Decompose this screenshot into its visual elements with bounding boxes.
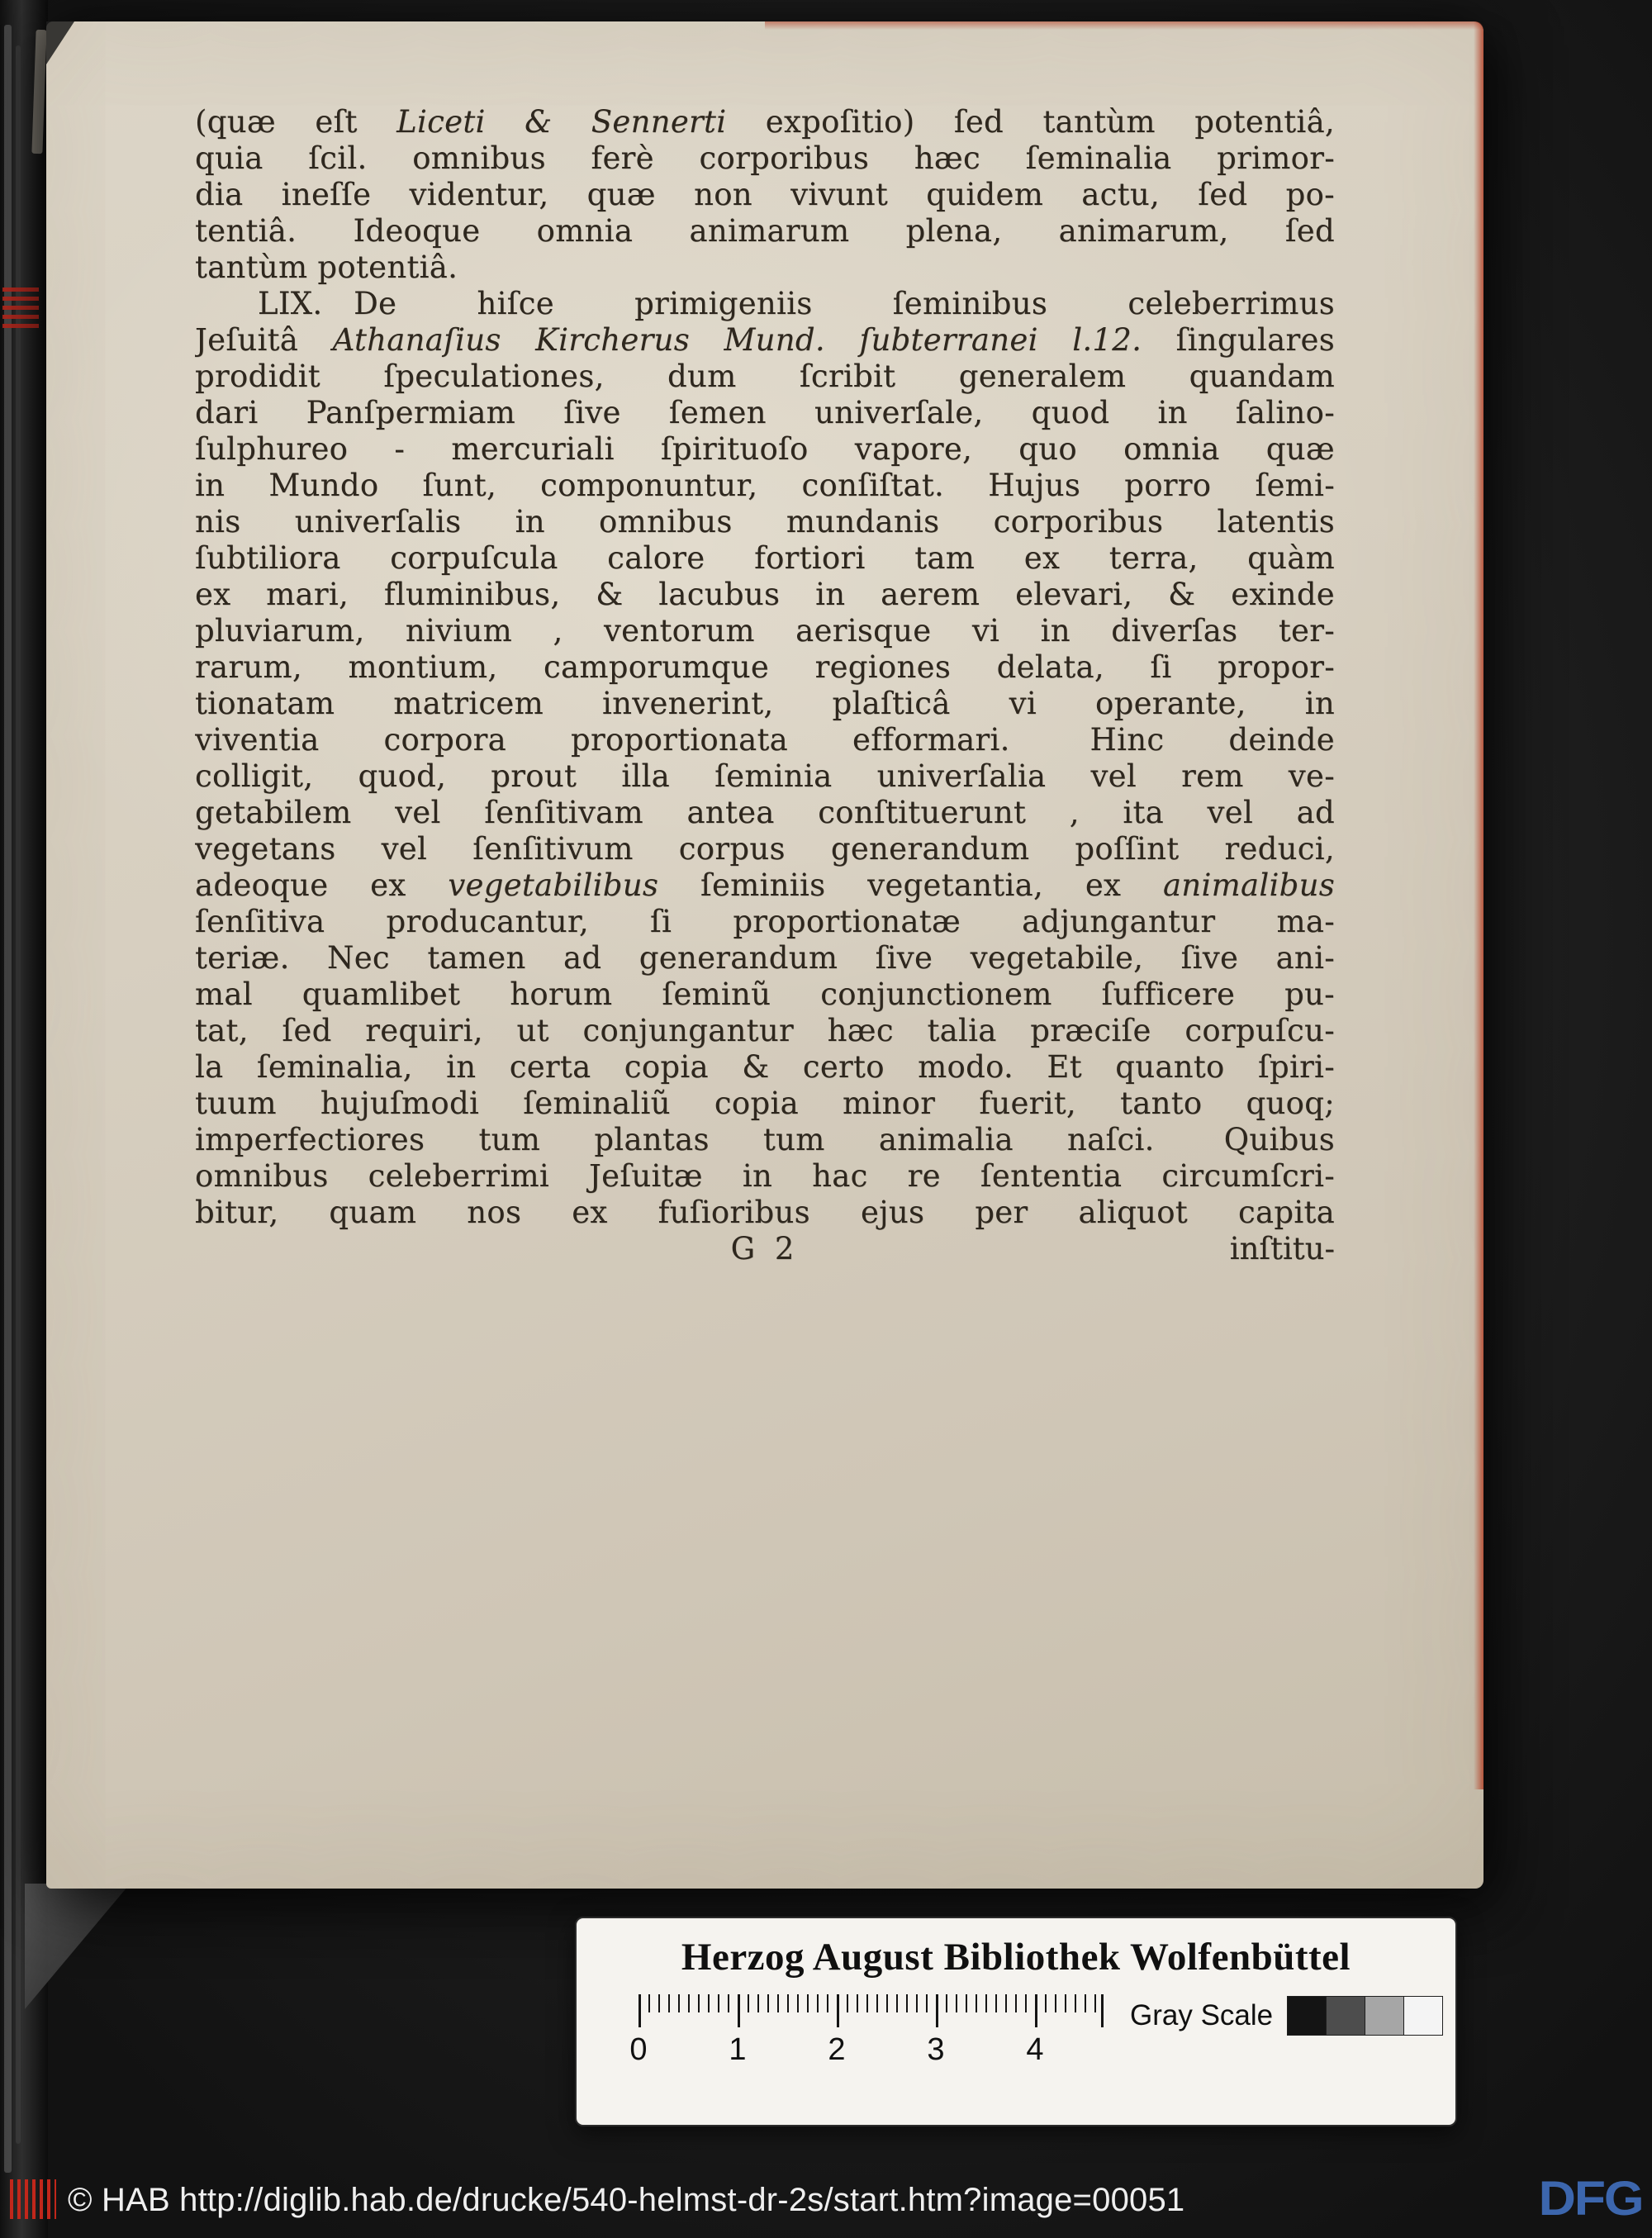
text-line [195, 831, 1335, 867]
dfg-logo: DFG [1538, 2172, 1642, 2226]
text-line [195, 1158, 1335, 1195]
signature-line [195, 1231, 1335, 1267]
text-line [195, 1013, 1335, 1049]
text-segment: tat, ſed requiri, ut conjungantur hæc talia præciſe corpuſcu- [195, 1013, 1335, 1048]
text-segment: omnibus celeberrimi Jeſuitæ in hac re ſententia circumſcri- [195, 1158, 1335, 1194]
scanned-page [46, 21, 1483, 1889]
italic-text: Liceti & Sennerti [396, 104, 727, 140]
text-segment: nis univerſalis in omnibus mundanis corporibus latentis [195, 504, 1335, 539]
text-segment: ſeminiis vegetantia, ex [658, 867, 1163, 903]
text-segment: tantùm potentiâ. [195, 249, 458, 285]
gray-patch [1326, 1996, 1365, 2036]
signature-mark: G 2 [730, 1231, 800, 1266]
text-segment: ſubtiliora corpuſcula calore fortiori tam ex terra, quàm [195, 540, 1335, 576]
text-line [195, 1086, 1335, 1122]
text-line [195, 1122, 1335, 1158]
book-page-edges [4, 25, 12, 2173]
text-line [195, 867, 1335, 904]
text-segment: la ſeminalia, in certa copia & certo modo. Et quanto ſpiri- [195, 1049, 1335, 1085]
text-block [195, 104, 1335, 1231]
text-segment: colligit, quod, prout illa ſeminia univerſalia vel rem ve- [195, 758, 1335, 794]
text-line [195, 649, 1335, 686]
text-segment: teriæ. Nec tamen ad generandum ſive vegetabile, ſive ani- [195, 940, 1335, 976]
text-segment: imperfectiores tum plantas tum animalia naſci. Quibus [195, 1122, 1335, 1157]
library-name: Herzog August Bibliothek Wolfenbüttel [681, 1936, 1351, 1979]
ruler-number: 1 [729, 2032, 747, 2067]
text-line [195, 940, 1335, 976]
ruler-number: 2 [828, 2032, 846, 2067]
red-top-edge [765, 21, 1483, 30]
text-segment: viventia corpora proportionata efformari. Hinc deinde [195, 722, 1335, 758]
gray-patch [1403, 1996, 1443, 2036]
gray-patch [1365, 1996, 1404, 2036]
text-line [195, 1049, 1335, 1086]
text-segment: rarum, montium, camporumque regiones delata, ſi propor- [195, 649, 1335, 685]
text-segment: ſenſitiva producantur, ſi proportionatæ adjungantur ma- [195, 904, 1335, 939]
text-line [195, 504, 1335, 540]
text-line [195, 140, 1335, 177]
red-fore-edge [1474, 21, 1483, 1789]
text-line [195, 249, 1335, 286]
italic-text: vegetabilibus [448, 867, 659, 903]
library-scale-card [575, 1917, 1457, 2126]
text-line [195, 758, 1335, 795]
ruler-major-ticks [638, 1994, 1040, 2027]
text-segment: in Mundo ſunt, componuntur, conſiſtat. Hujus porro ſemi- [195, 468, 1335, 503]
text-line [195, 322, 1335, 359]
scale-row [577, 1994, 1455, 2070]
text-segment: bitur, quam nos ex fuſioribus ejus per aliquot capita [195, 1195, 1335, 1230]
copyright-url: © HAB http://diglib.hab.de/drucke/540-helmst-dr-2s/start.htm?image=00051 [68, 2182, 1185, 2218]
red-registration-mark-icon [2, 287, 39, 332]
red-barcode-icon [10, 2179, 56, 2219]
text-segment: ſulphureo - mercuriali ſpirituoſo vapore, quo omnia quæ [195, 431, 1335, 467]
text-line [195, 359, 1335, 395]
text-segment: mal quamlibet horum ſeminũ conjunctionem ſufficere pu- [195, 976, 1335, 1012]
book-page-edges [16, 45, 21, 2144]
text-segment: tuum hujuſmodi ſeminaliũ copia minor fuerit, tanto quoq; [195, 1086, 1335, 1121]
text-line [195, 795, 1335, 831]
gray-scale [1130, 1996, 1443, 2036]
text-line [195, 613, 1335, 649]
text-line [195, 468, 1335, 504]
catchword: inſtitu- [1229, 1231, 1335, 1266]
text-line [195, 904, 1335, 940]
text-segment: prodidit ſpeculationes, dum ſcribit generalem quandam [195, 359, 1335, 394]
ruler-number: 0 [629, 2032, 648, 2067]
ruler-number: 3 [927, 2032, 945, 2067]
gray-scale-label: Gray Scale [1130, 1999, 1274, 2031]
italic-text: animalibus [1162, 867, 1335, 903]
text-segment: (quæ eſt [195, 104, 397, 140]
ruler-number: 4 [1026, 2032, 1044, 2067]
text-line [195, 395, 1335, 431]
cm-ruler [629, 1994, 1105, 2070]
text-segment: adeoque ex [195, 867, 449, 903]
text-segment: ſingulares [1142, 322, 1335, 358]
text-line [195, 177, 1335, 213]
text-line [195, 540, 1335, 577]
text-segment: getabilem vel ſenſitivam antea conſtituerunt , ita vel ad [195, 795, 1335, 830]
text-segment: pluviarum, nivium , ventorum aerisque vi in diverſas ter- [195, 613, 1335, 649]
italic-text: Athanaſius Kircherus Mund. ſubterranei l.12. [332, 322, 1142, 358]
text-line [195, 722, 1335, 758]
text-segment: quia ſcil. omnibus ferè corporibus hæc ſeminalia primor- [195, 140, 1335, 176]
text-line [195, 286, 1335, 322]
text-line [195, 431, 1335, 468]
ruler-numbers [629, 2032, 1105, 2069]
text-segment: ex mari, fluminibus, & lacubus in aerem elevari, & exinde [195, 577, 1335, 612]
text-line [195, 1195, 1335, 1231]
text-segment: tionatam matricem invenerint, plaſticâ vi operante, in [195, 686, 1335, 721]
text-line [195, 213, 1335, 249]
text-line [195, 577, 1335, 613]
ruler-end-mark [1101, 1994, 1104, 2027]
text-segment: dari Panſpermiam ſive ſemen univerſale, quod in ſalino- [195, 395, 1335, 430]
text-line [195, 976, 1335, 1013]
text-line [195, 686, 1335, 722]
text-segment: vegetans vel ſenſitivum corpus generandum poſſint reduci, [195, 831, 1335, 867]
text-segment: tentiâ. Ideoque omnia animarum plena, animarum, ſed [195, 213, 1335, 249]
gray-patch [1287, 1996, 1327, 2036]
text-segment: LIX. De hiſce primigeniis ſeminibus celeberrimus [258, 286, 1335, 321]
text-line [195, 104, 1335, 140]
text-segment: dia ineſſe videntur, quæ non vivunt quidem actu, ſed po- [195, 177, 1335, 212]
text-segment: Jeſuitâ [195, 322, 333, 358]
text-segment: expoſitio) ſed tantùm potentiâ, [726, 104, 1335, 140]
gray-scale-patches [1288, 1996, 1443, 2036]
